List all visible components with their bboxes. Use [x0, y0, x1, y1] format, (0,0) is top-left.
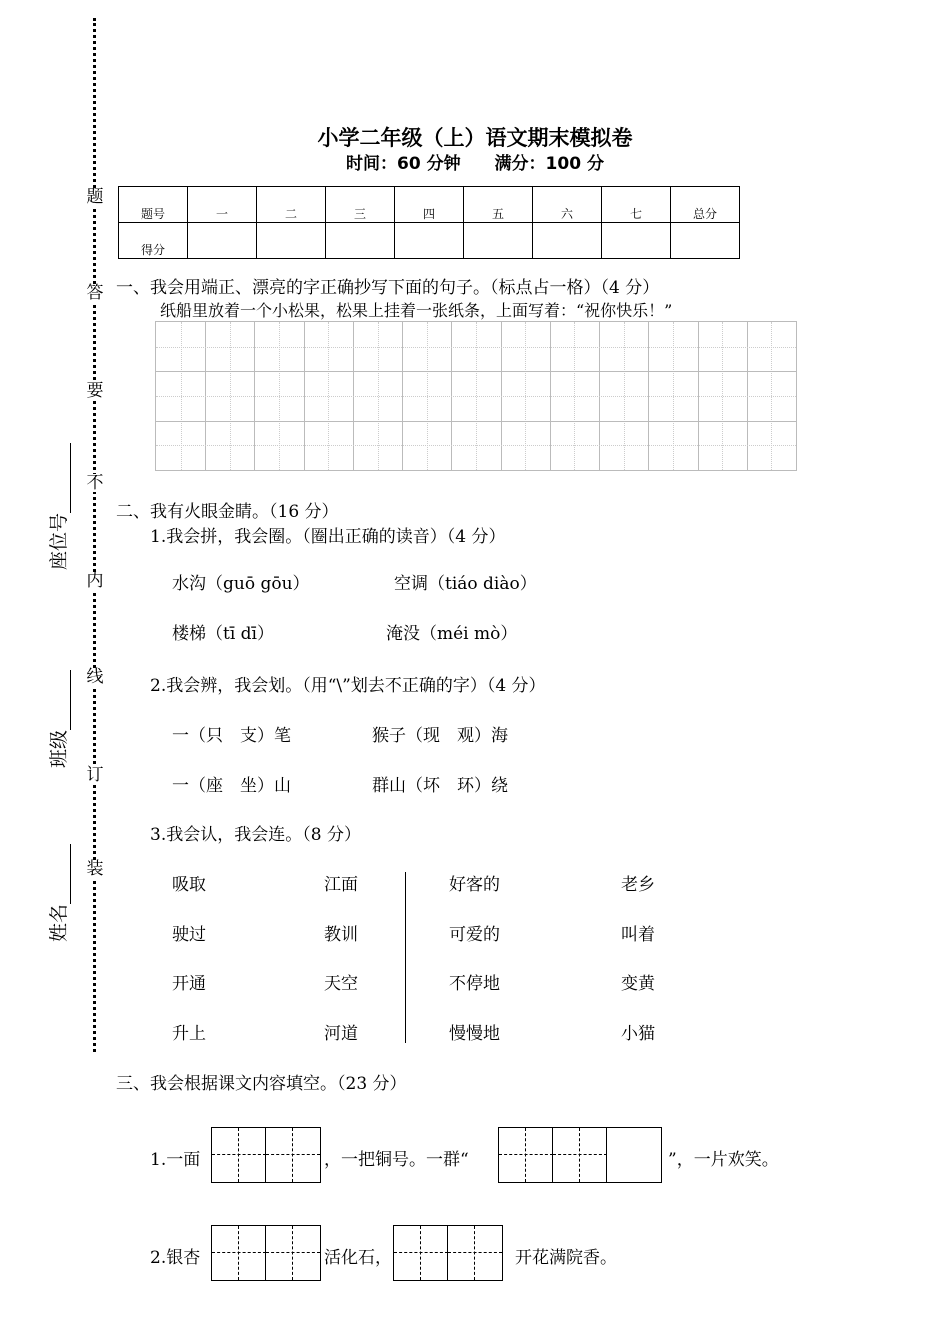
score-cell[interactable]	[671, 223, 740, 259]
exam-title: 小学二年级（上）语文期末模拟卷	[317, 126, 633, 150]
char-choice-item[interactable]: 一（座 坐）山	[172, 776, 291, 796]
match-word[interactable]: 江面	[324, 875, 358, 895]
name-field[interactable]	[44, 844, 71, 942]
margin-char: 要	[86, 381, 104, 401]
score-cell[interactable]	[395, 223, 464, 259]
margin-char: 答	[86, 283, 104, 303]
class-label: 班级	[48, 729, 70, 768]
fill-prefix: 2.银杏	[150, 1248, 201, 1268]
seat-number-field[interactable]	[44, 443, 71, 570]
fill-box[interactable]	[266, 1128, 320, 1182]
fill-box-group[interactable]	[211, 1127, 321, 1183]
match-word[interactable]: 教训	[324, 925, 358, 945]
score-header: 总分	[671, 187, 740, 223]
score-cell[interactable]	[602, 223, 671, 259]
match-word[interactable]: 老乡	[621, 875, 655, 895]
grid-guide-line	[156, 347, 796, 348]
score-row	[119, 223, 740, 259]
fill-box[interactable]	[448, 1226, 502, 1280]
char-choice-item[interactable]: 一（只 支）笔	[172, 726, 291, 746]
match-word[interactable]: 小猫	[621, 1024, 655, 1044]
grid-row-line	[156, 421, 796, 422]
grid-guide-line	[156, 396, 796, 397]
time-limit: 时间：60 分钟	[346, 154, 461, 174]
match-word[interactable]: 不停地	[449, 974, 500, 994]
match-word[interactable]: 开通	[172, 974, 206, 994]
section3-heading: 三、我会根据课文内容填空。（23 分）	[116, 1074, 407, 1094]
score-header: 四	[395, 187, 464, 223]
pinyin-item[interactable]: 空调（tiáo diào）	[394, 574, 537, 594]
fill-box[interactable]	[394, 1226, 448, 1280]
seat-number-label: 座位号	[48, 512, 70, 570]
margin-char: 题	[86, 187, 104, 207]
copy-sentence: 纸船里放着一个小松果，松果上挂着一张纸条，上面写着：“祝你快乐！”	[160, 301, 673, 320]
exam-subtitle	[0, 149, 950, 174]
fill-box-group[interactable]	[211, 1225, 321, 1281]
score-header-row	[119, 187, 740, 223]
match-word[interactable]: 驶过	[172, 925, 206, 945]
section1-heading: 一、我会用端正、漂亮的字正确抄写下面的句子。（标点占一格）（4 分）	[116, 278, 660, 298]
pinyin-item[interactable]: 淹没（méi mò）	[386, 624, 518, 644]
score-header: 六	[533, 187, 602, 223]
margin-char: 装	[86, 859, 104, 879]
score-header: 五	[464, 187, 533, 223]
writing-grid[interactable]	[155, 321, 797, 471]
grid-guide-line	[156, 445, 796, 446]
fill-suffix: 开花满院香。	[515, 1248, 617, 1268]
fill-box[interactable]	[607, 1128, 661, 1182]
q3-prompt: 3.我会认，我会连。（8 分）	[150, 825, 361, 845]
score-table	[118, 186, 740, 259]
fill-box-group[interactable]	[498, 1127, 662, 1183]
margin-char: 订	[86, 765, 104, 785]
fill-box[interactable]	[499, 1128, 553, 1182]
match-word[interactable]: 河道	[324, 1024, 358, 1044]
score-cell[interactable]	[188, 223, 257, 259]
fill-box[interactable]	[553, 1128, 607, 1182]
char-choice-item[interactable]: 群山（坏 环）绕	[372, 776, 508, 796]
match-word[interactable]: 好客的	[449, 875, 500, 895]
fill-mid: ，一把铜号。一群“	[324, 1150, 469, 1170]
margin-char: 线	[86, 667, 104, 687]
fill-suffix: ”，一片欢笑。	[668, 1150, 779, 1170]
fill-box[interactable]	[266, 1226, 320, 1280]
score-row-label: 得分	[119, 223, 188, 259]
score-header: 三	[326, 187, 395, 223]
fill-prefix: 1.一面	[150, 1150, 201, 1170]
match-word[interactable]: 可爱的	[449, 925, 500, 945]
fill-box-group[interactable]	[393, 1225, 503, 1281]
q2-prompt: 2.我会辨，我会划。（用“\”划去不正确的字）（4 分）	[150, 676, 546, 696]
match-word[interactable]: 叫着	[621, 925, 655, 945]
pinyin-item[interactable]: 水沟（guō gōu）	[172, 574, 310, 594]
grid-row-line	[156, 371, 796, 372]
match-word[interactable]: 天空	[324, 974, 358, 994]
margin-char: 不	[86, 473, 104, 493]
score-header: 题号	[119, 187, 188, 223]
char-choice-item[interactable]: 猴子（现 观）海	[372, 726, 508, 746]
score-header: 七	[602, 187, 671, 223]
score-header: 二	[257, 187, 326, 223]
full-score: 满分：100 分	[494, 154, 604, 174]
match-word[interactable]: 升上	[172, 1024, 206, 1044]
score-cell[interactable]	[464, 223, 533, 259]
score-cell[interactable]	[533, 223, 602, 259]
fill-box[interactable]	[212, 1226, 266, 1280]
match-word[interactable]: 慢慢地	[449, 1024, 500, 1044]
fill-mid: 活化石，	[324, 1248, 392, 1268]
score-header: 一	[188, 187, 257, 223]
score-cell[interactable]	[326, 223, 395, 259]
class-field[interactable]	[44, 670, 71, 768]
score-cell[interactable]	[257, 223, 326, 259]
section2-heading: 二、我有火眼金睛。（16 分）	[116, 502, 339, 522]
pinyin-item[interactable]: 楼梯（tī dī）	[172, 624, 274, 644]
name-label: 姓名	[48, 903, 70, 942]
q1-prompt: 1.我会拼，我会圈。（圈出正确的读音）（4 分）	[150, 527, 506, 547]
match-word[interactable]: 吸取	[172, 875, 206, 895]
match-word[interactable]: 变黄	[621, 974, 655, 994]
margin-char: 内	[86, 571, 104, 591]
match-divider	[405, 872, 406, 1043]
fill-box[interactable]	[212, 1128, 266, 1182]
